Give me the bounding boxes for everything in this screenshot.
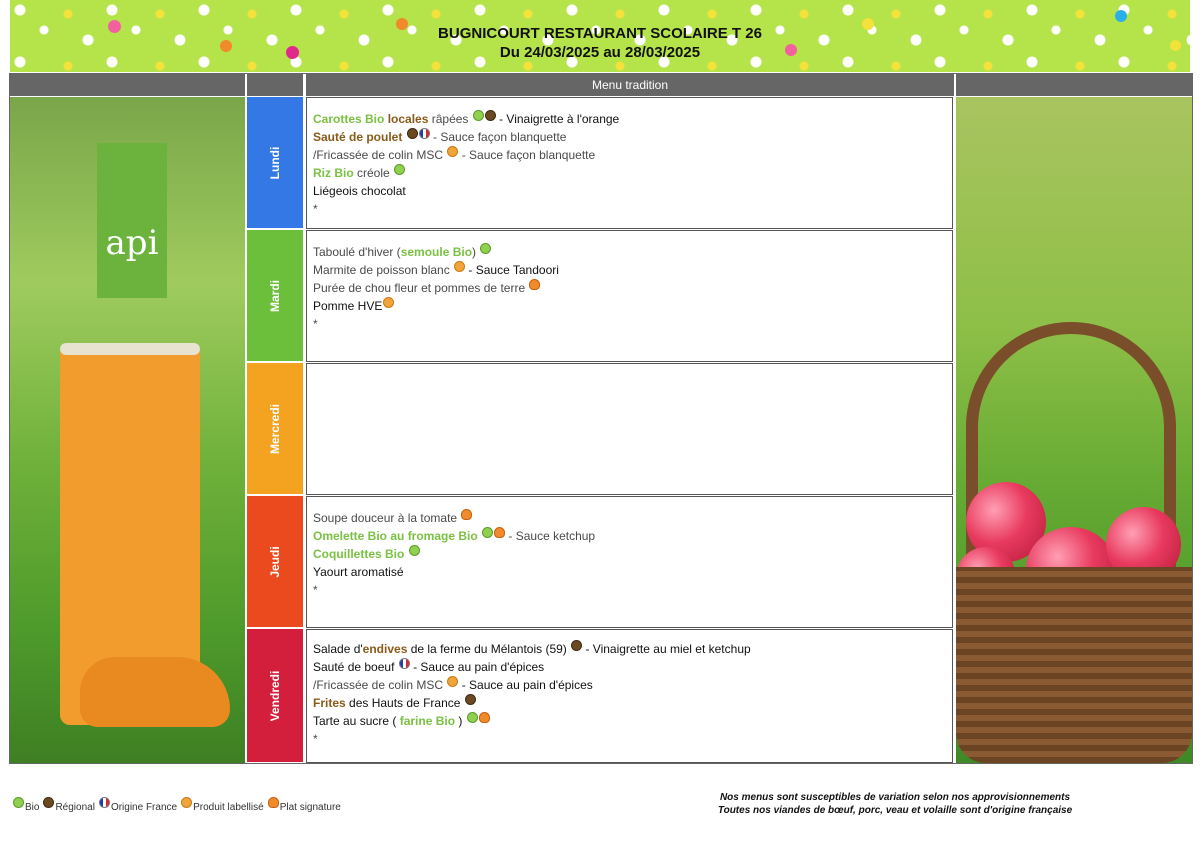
menu-text: Carottes Bio xyxy=(313,112,385,126)
menu-line xyxy=(313,527,946,545)
menu-cell-mercredi xyxy=(306,363,953,495)
signature-icon xyxy=(494,527,505,538)
menu-text xyxy=(478,529,481,543)
signature-icon xyxy=(268,797,279,808)
label-icon xyxy=(454,261,465,272)
regional-icon xyxy=(43,797,54,808)
legend-item xyxy=(12,802,39,813)
menu-line xyxy=(313,110,946,128)
menu-text xyxy=(402,130,405,144)
france-flag-icon xyxy=(99,797,110,808)
day-tab-lundi: Lundi xyxy=(247,97,303,228)
day-tab-jeudi: Jeudi xyxy=(247,496,303,627)
menu-text: Salade d' xyxy=(313,642,363,656)
menu-line xyxy=(313,279,946,297)
menu-text: Omelette Bio au fromage Bio xyxy=(313,529,478,543)
menu-line xyxy=(313,676,946,694)
signature-icon xyxy=(461,509,472,520)
menu-line xyxy=(313,128,946,146)
orange-boot-foot xyxy=(80,657,230,727)
legend xyxy=(12,797,344,813)
right-photo-apple-basket xyxy=(956,97,1192,763)
menu-line xyxy=(313,164,946,182)
menu-text: - Sauce au pain d'épices xyxy=(458,678,593,692)
label-icon xyxy=(447,676,458,687)
left-photo-boots xyxy=(10,97,245,763)
restaurant-title: BUGNICOURT RESTAURANT SCOLAIRE T 26 xyxy=(438,25,762,42)
menu-line xyxy=(313,730,946,748)
menu-line xyxy=(313,509,946,527)
menu-line xyxy=(313,261,946,279)
menu-line xyxy=(313,694,946,712)
menu-column-header: Menu tradition xyxy=(306,74,954,96)
menu-line xyxy=(313,545,946,563)
france-flag-icon xyxy=(419,128,430,139)
regional-icon xyxy=(465,694,476,705)
menu-text: Pomme HVE xyxy=(313,299,383,313)
menu-text: endives xyxy=(362,642,408,656)
menu-text: râpées xyxy=(428,112,472,126)
menu-text: Riz Bio xyxy=(313,166,354,180)
day-column-header xyxy=(247,74,303,96)
menu-cell-lundi xyxy=(306,97,953,229)
menu-cell-mardi xyxy=(306,230,953,362)
label-icon xyxy=(447,146,458,157)
menu-text: Sauté de poulet xyxy=(313,130,403,144)
menu-text: /Fricassée de colin MSC xyxy=(313,678,447,692)
bio-icon xyxy=(394,164,405,175)
menu-text: farine Bio xyxy=(399,714,456,728)
menu-text: - Sauce façon blanquette xyxy=(458,148,596,162)
wicker-basket xyxy=(956,567,1192,763)
menu-line xyxy=(313,640,946,658)
menu-line xyxy=(313,658,946,676)
day-tab-mercredi: Mercredi xyxy=(247,363,303,494)
menu-text: Soupe douceur à la tomate xyxy=(313,511,461,525)
note-variation: Nos menus sont susceptibles de variation selon nos approvisionnements xyxy=(719,792,1071,803)
menu-text: Tarte au sucre ( xyxy=(313,714,400,728)
menu-text: Frites xyxy=(313,696,346,710)
menu-text: des Hauts de France xyxy=(345,696,464,710)
menu-line xyxy=(313,581,946,599)
menu-text: Sauté de boeuf xyxy=(313,660,398,674)
menu-text: ) xyxy=(455,714,466,728)
footer-notes xyxy=(640,791,1150,817)
menu-text: /Fricassée de colin MSC xyxy=(313,148,447,162)
signature-icon xyxy=(479,712,490,723)
legend-item xyxy=(180,802,264,813)
menu-line xyxy=(313,200,946,218)
menu-text: - Vinaigrette à l'orange xyxy=(495,112,620,126)
bio-icon xyxy=(467,712,478,723)
menu-text: - Sauce au pain d'épices xyxy=(409,660,545,674)
decorative-dot xyxy=(1115,10,1127,22)
legend-label: Bio xyxy=(25,802,40,813)
bio-icon xyxy=(482,527,493,538)
date-range: Du 24/03/2025 au 28/03/2025 xyxy=(499,44,701,61)
signature-icon xyxy=(529,279,540,290)
menu-text: Liégeois chocolat xyxy=(313,184,406,198)
menu-line xyxy=(313,146,946,164)
note-meat-origin: Toutes nos viandes de bœuf, porc, veau et volaille sont d'origine française xyxy=(717,805,1073,816)
menu-text: de la ferme du Mélantois (59) xyxy=(407,642,571,656)
label-icon xyxy=(181,797,192,808)
menu-cell-jeudi xyxy=(306,496,953,628)
menu-text: Marmite de poisson blanc xyxy=(313,263,454,277)
regional-icon xyxy=(407,128,418,139)
header-banner xyxy=(10,0,1190,72)
day-tab-mardi: Mardi xyxy=(247,230,303,361)
bio-icon xyxy=(13,797,24,808)
bio-icon xyxy=(409,545,420,556)
menu-text: * xyxy=(313,202,318,216)
legend-label: Origine France xyxy=(110,802,178,813)
menu-text: * xyxy=(313,732,318,746)
legend-item xyxy=(267,802,341,813)
menu-text xyxy=(404,547,407,561)
day-tab-vendredi: Vendredi xyxy=(247,629,303,762)
legend-item xyxy=(98,802,177,813)
menu-line xyxy=(313,243,946,261)
right-column-header xyxy=(956,74,1192,96)
label-icon xyxy=(383,297,394,308)
legend-label: Produit labellisé xyxy=(193,802,264,813)
menu-text: Taboulé d'hiver ( xyxy=(313,245,401,259)
menu-cell-vendredi xyxy=(306,629,953,763)
left-column-header xyxy=(10,74,245,96)
menu-text: Purée de chou fleur et pommes de terre xyxy=(313,281,529,295)
menu-line xyxy=(313,563,946,581)
menu-text: * xyxy=(313,583,318,597)
legend-label: Régional xyxy=(55,802,95,813)
boot-rim xyxy=(60,343,200,355)
menu-text: semoule Bio xyxy=(400,245,473,259)
bio-icon xyxy=(473,110,484,121)
legend-label: Plat signature xyxy=(279,802,341,813)
france-flag-icon xyxy=(399,658,410,669)
page-title xyxy=(10,24,1190,62)
legend-item xyxy=(42,802,94,813)
menu-text: créole xyxy=(353,166,394,180)
menu-text: - Sauce ketchup xyxy=(505,529,596,543)
menu-text: locales xyxy=(387,112,429,126)
menu-line xyxy=(313,712,946,730)
menu-text: ) xyxy=(472,245,480,259)
regional-icon xyxy=(571,640,582,651)
bio-icon xyxy=(480,243,491,254)
menu-text: Yaourt aromatisé xyxy=(313,565,404,579)
menu-text: * xyxy=(313,317,318,331)
menu-text: - Sauce façon blanquette xyxy=(429,130,567,144)
menu-text: Coquillettes Bio xyxy=(313,547,405,561)
menu-grid xyxy=(9,73,1193,764)
menu-text: - Sauce Tandoori xyxy=(465,263,559,277)
api-logo: api xyxy=(97,143,167,298)
menu-line xyxy=(313,182,946,200)
regional-icon xyxy=(485,110,496,121)
menu-line xyxy=(313,297,946,315)
menu-line xyxy=(313,315,946,333)
menu-text: - Vinaigrette au miel et ketchup xyxy=(582,642,751,656)
